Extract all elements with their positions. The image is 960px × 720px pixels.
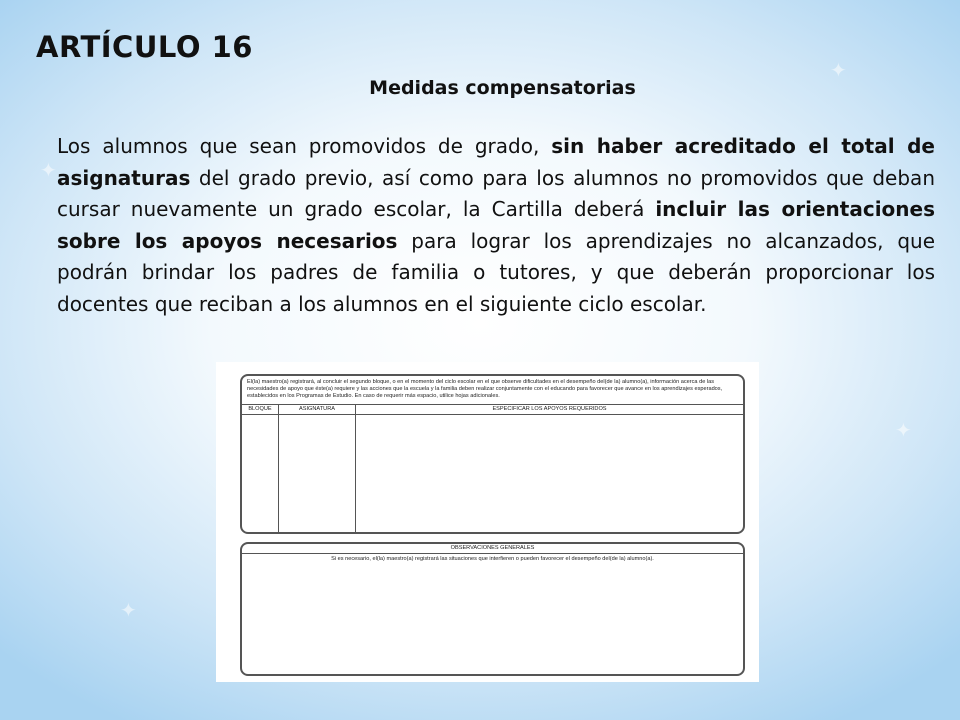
sparkle-icon: ✦ <box>895 418 912 442</box>
column-header: BLOQUE <box>242 405 278 415</box>
form-instructions: El(la) maestro(a) registrará, al concluir el segundo bloque, o en el momento del ciclo escolar en el que observe dificultades en el desempeño del(de la) alumno(a), información acerca de las necesidades de apoyo que éste(a) requiere y las acciones que la escuela y la familia deben realizar conjuntamente con el educando para favorecer que avance en los aprendizajes esperados, establecidos en los Programas de Estudio. En caso de requerir más espacio, utilice hojas adicionales. <box>247 379 723 400</box>
general-observations-box <box>240 542 745 676</box>
cartilla-form-image <box>216 362 759 682</box>
support-needs-table <box>240 374 745 534</box>
column-header: ESPECIFICAR LOS APOYOS REQUERIDOS <box>356 405 743 415</box>
section-subtitle: Medidas compensatorias <box>369 77 636 99</box>
column-apoyos <box>356 405 743 532</box>
column-asignatura <box>279 405 356 532</box>
paragraph-text: para lograr los aprendizajes no alcanzados, que podrán brindar los padres de familia o tutores, y que deberán proporcionar los docentes que reciban a los alumnos en el siguiente ciclo escolar. <box>57 228 935 316</box>
column-bloque <box>242 405 279 532</box>
paragraph-text: del grado previo, así como para los alumnos no promovidos que deban cursar nuevamente un grado escolar, la Cartilla deberá <box>57 165 935 221</box>
paragraph-emphasis: incluir las orientaciones sobre los apoyos necesarios <box>57 197 935 253</box>
observations-header: OBSERVACIONES GENERALES <box>242 544 743 554</box>
observations-note: Si es necesario, el(la) maestro(a) registrará las situaciones que interfieren o pueden favorecer el desempeño del(de la) alumno(a). <box>331 556 654 562</box>
paragraph-text: Los alumnos que sean promovidos de grado, <box>57 134 552 158</box>
sparkle-icon: ✦ <box>120 598 137 622</box>
sparkle-icon: ✦ <box>40 158 57 182</box>
paragraph-emphasis: sin haber acreditado el total de asignaturas <box>57 134 935 190</box>
page-title: ARTÍCULO 16 <box>36 30 253 64</box>
column-header: ASIGNATURA <box>279 405 355 415</box>
sparkle-icon: ✦ <box>830 58 847 82</box>
article-paragraph <box>57 131 935 320</box>
table-columns <box>242 404 743 532</box>
